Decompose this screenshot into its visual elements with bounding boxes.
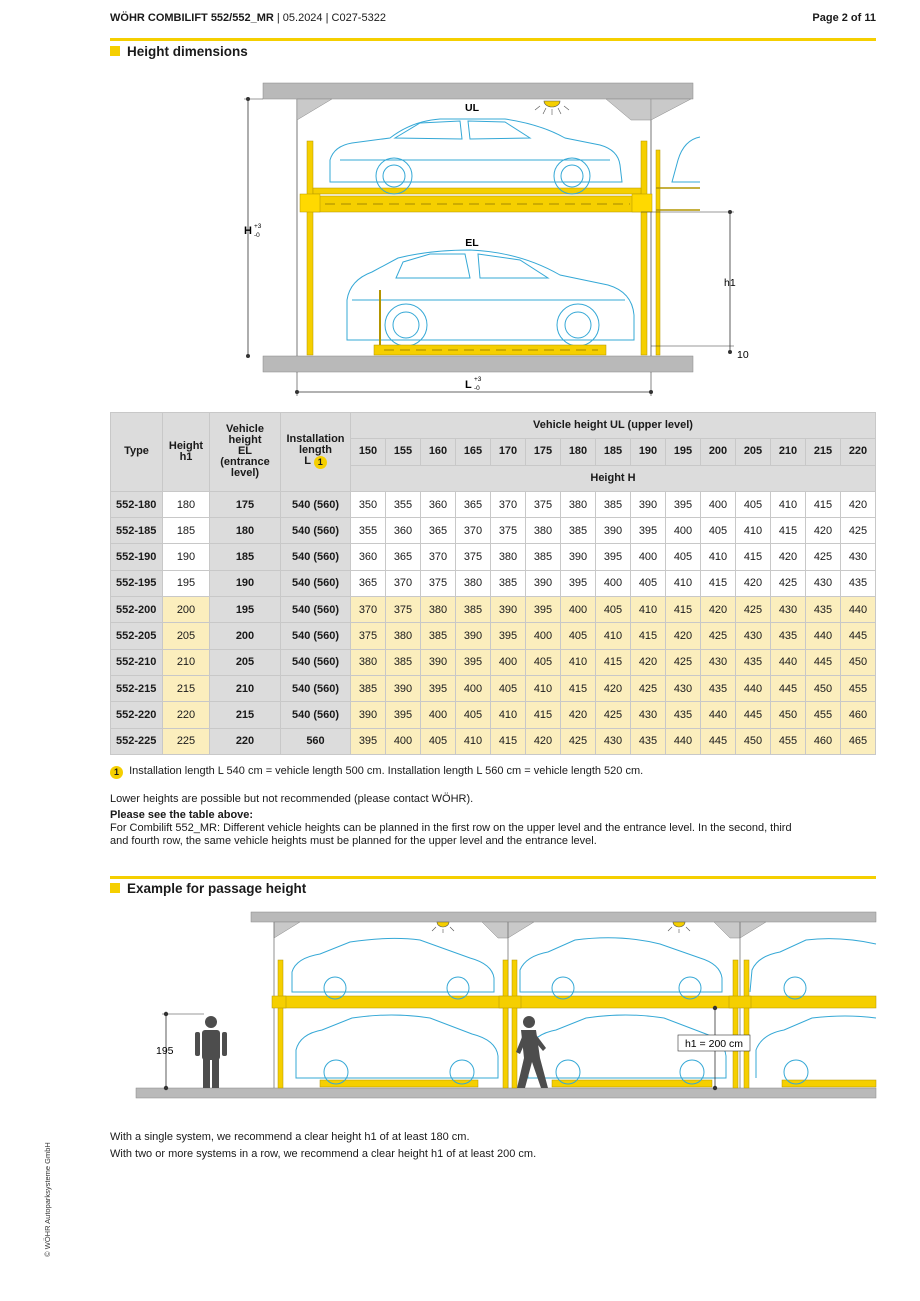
cell-height-H: 395 <box>561 570 596 596</box>
col-installation-length-header: Installation length L 1 <box>281 413 351 492</box>
cell-el: 210 <box>210 675 281 701</box>
cars-upper-row <box>292 938 876 999</box>
cell-h1: 190 <box>163 544 210 570</box>
cell-height-H: 420 <box>736 570 771 596</box>
cell-height-H: 400 <box>596 570 631 596</box>
cell-height-H: 440 <box>771 649 806 675</box>
cell-height-H: 385 <box>421 623 456 649</box>
cars-lower-row <box>296 1015 876 1084</box>
cell-height-H: 430 <box>666 675 701 701</box>
cell-height-H: 410 <box>631 597 666 623</box>
cell-height-H: 450 <box>736 728 771 754</box>
ul-height-header: 200 <box>701 439 736 465</box>
cell-height-H: 385 <box>351 675 386 701</box>
cell-installation-length: 540 (560) <box>281 491 351 517</box>
cell-height-H: 410 <box>456 728 491 754</box>
cell-height-H: 405 <box>596 597 631 623</box>
cell-h1: 200 <box>163 597 210 623</box>
cell-height-H: 370 <box>421 544 456 570</box>
cell-height-H: 410 <box>701 544 736 570</box>
footnote <box>110 765 830 779</box>
cell-type: 552-225 <box>111 728 163 754</box>
cell-height-H: 440 <box>736 675 771 701</box>
cell-height-H: 405 <box>701 518 736 544</box>
cell-height-H: 385 <box>386 649 421 675</box>
cell-height-H: 455 <box>806 702 841 728</box>
cell-installation-length: 540 (560) <box>281 570 351 596</box>
cell-type: 552-180 <box>111 491 163 517</box>
lower-heights-note: Lower heights are possible but not recommended (please contact WÖHR). <box>110 793 474 805</box>
col-vehicle-height-el-header: Vehicle height EL (entrance level) <box>210 413 281 492</box>
cell-el: 220 <box>210 728 281 754</box>
dimension-10-label: 10 <box>737 349 749 361</box>
cell-height-H: 385 <box>526 544 561 570</box>
person-height-label: 195 <box>156 1045 174 1057</box>
cell-height-H: 445 <box>841 623 876 649</box>
dimension-L-tolerance-plus: +3 <box>474 376 482 383</box>
table-row <box>111 702 876 728</box>
cell-height-H: 410 <box>526 675 561 701</box>
entrance-level-label: EL <box>465 237 479 249</box>
cell-height-H: 370 <box>386 570 421 596</box>
h1-callout-label: h1 = 200 cm <box>684 1038 744 1050</box>
header-date-code: | 05.2024 | C027-5322 <box>273 12 386 24</box>
cell-h1: 220 <box>163 702 210 728</box>
dimension-L-tolerance-minus: -0 <box>474 385 480 392</box>
cell-height-H: 365 <box>386 544 421 570</box>
cell-installation-length: 540 (560) <box>281 702 351 728</box>
cell-height-H: 435 <box>666 702 701 728</box>
cell-height-H: 410 <box>491 702 526 728</box>
ul-height-header: 210 <box>771 439 806 465</box>
cell-height-H: 395 <box>526 597 561 623</box>
cell-height-H: 405 <box>666 544 701 570</box>
ul-height-header: 165 <box>456 439 491 465</box>
dimension-H-tolerance-plus: +3 <box>254 223 262 230</box>
cell-height-H: 445 <box>701 728 736 754</box>
cell-el: 180 <box>210 518 281 544</box>
cell-height-H: 420 <box>596 675 631 701</box>
cell-height-H: 390 <box>631 491 666 517</box>
cell-height-H: 460 <box>806 728 841 754</box>
cell-height-H: 375 <box>386 597 421 623</box>
table-row <box>111 491 876 517</box>
cell-height-H: 430 <box>596 728 631 754</box>
cell-height-H: 425 <box>561 728 596 754</box>
cell-height-H: 420 <box>806 518 841 544</box>
cell-height-H: 415 <box>526 702 561 728</box>
cell-height-H: 445 <box>806 649 841 675</box>
cell-height-H: 435 <box>841 570 876 596</box>
ul-height-header: 195 <box>666 439 701 465</box>
cell-height-H: 370 <box>351 597 386 623</box>
cell-installation-length: 540 (560) <box>281 649 351 675</box>
footnote-marker-icon: 1 <box>110 766 123 779</box>
ul-height-header: 180 <box>561 439 596 465</box>
cell-height-H: 440 <box>701 702 736 728</box>
cell-installation-length: 540 (560) <box>281 518 351 544</box>
cell-height-H: 385 <box>596 491 631 517</box>
cell-height-H: 355 <box>386 491 421 517</box>
cell-height-H: 370 <box>491 491 526 517</box>
cell-height-H: 360 <box>351 544 386 570</box>
cell-el: 200 <box>210 623 281 649</box>
copyright-vertical: © WÖHR Autoparksysteme GmbH <box>42 1142 52 1257</box>
cell-height-H: 410 <box>736 518 771 544</box>
height-H-header: Height H <box>351 465 876 491</box>
cell-installation-length: 560 <box>281 728 351 754</box>
section-title-passage-height <box>110 881 306 896</box>
cell-height-H: 360 <box>386 518 421 544</box>
cell-height-H: 420 <box>631 649 666 675</box>
ceiling-lamp-icon <box>432 922 690 933</box>
cell-height-H: 390 <box>491 597 526 623</box>
cell-height-H: 460 <box>841 702 876 728</box>
cell-height-H: 410 <box>666 570 701 596</box>
cell-height-H: 395 <box>491 623 526 649</box>
ul-height-header: 150 <box>351 439 386 465</box>
cell-height-H: 415 <box>491 728 526 754</box>
ul-height-header: 190 <box>631 439 666 465</box>
cell-height-H: 430 <box>701 649 736 675</box>
cell-height-H: 425 <box>841 518 876 544</box>
cell-height-H: 365 <box>421 518 456 544</box>
cell-height-H: 385 <box>456 597 491 623</box>
cell-height-H: 400 <box>421 702 456 728</box>
passage-height-diagram <box>0 900 920 1110</box>
cell-height-H: 450 <box>806 675 841 701</box>
cell-h1: 210 <box>163 649 210 675</box>
ul-height-header: 155 <box>386 439 421 465</box>
cell-installation-length: 540 (560) <box>281 597 351 623</box>
cell-height-H: 450 <box>841 649 876 675</box>
cell-height-H: 375 <box>491 518 526 544</box>
cell-height-H: 435 <box>701 675 736 701</box>
cell-el: 215 <box>210 702 281 728</box>
cell-height-H: 390 <box>561 544 596 570</box>
cell-height-H: 400 <box>561 597 596 623</box>
ul-height-header: 220 <box>841 439 876 465</box>
cell-height-H: 390 <box>596 518 631 544</box>
cell-height-H: 420 <box>841 491 876 517</box>
section-marker-icon <box>110 883 120 893</box>
table-row <box>111 570 876 596</box>
cell-height-H: 410 <box>596 623 631 649</box>
cell-height-H: 400 <box>491 649 526 675</box>
cell-height-H: 405 <box>526 649 561 675</box>
cell-type: 552-185 <box>111 518 163 544</box>
table-row <box>111 675 876 701</box>
cell-height-H: 380 <box>421 597 456 623</box>
vehicle-height-ul-header: Vehicle height UL (upper level) <box>351 413 876 439</box>
cell-height-H: 405 <box>631 570 666 596</box>
ceiling-lamp-icon <box>535 101 569 115</box>
section-title-text: Height dimensions <box>127 44 248 59</box>
cell-height-H: 395 <box>386 702 421 728</box>
cell-height-H: 400 <box>386 728 421 754</box>
see-table-heading: Please see the table above: <box>110 809 254 821</box>
cell-height-H: 420 <box>701 597 736 623</box>
cell-height-H: 445 <box>771 675 806 701</box>
cell-height-H: 400 <box>526 623 561 649</box>
cell-height-H: 430 <box>771 597 806 623</box>
car-upper-level <box>330 119 622 194</box>
cell-height-H: 420 <box>666 623 701 649</box>
cell-height-H: 395 <box>596 544 631 570</box>
table-row <box>111 728 876 754</box>
cell-type: 552-220 <box>111 702 163 728</box>
footnote-text: Installation length L 540 cm = vehicle length 500 cm. Installation length L 560 cm = vehicle length 520 cm. <box>129 765 644 777</box>
cell-height-H: 415 <box>631 623 666 649</box>
cell-installation-length: 540 (560) <box>281 544 351 570</box>
table-row <box>111 623 876 649</box>
dimension-H-label: H <box>244 225 252 237</box>
cell-height-H: 430 <box>736 623 771 649</box>
cell-h1: 180 <box>163 491 210 517</box>
table-row <box>111 544 876 570</box>
cell-h1: 195 <box>163 570 210 596</box>
cell-height-H: 420 <box>771 544 806 570</box>
upper-platform <box>300 188 652 212</box>
cell-height-H: 365 <box>456 491 491 517</box>
header-page-number: Page 2 of 11 <box>812 12 876 24</box>
cell-height-H: 410 <box>771 491 806 517</box>
cell-height-H: 385 <box>561 518 596 544</box>
cell-height-H: 435 <box>736 649 771 675</box>
cell-height-H: 395 <box>421 675 456 701</box>
ul-height-header: 160 <box>421 439 456 465</box>
cell-height-H: 405 <box>736 491 771 517</box>
cell-height-H: 355 <box>351 518 386 544</box>
cell-height-H: 425 <box>736 597 771 623</box>
cell-height-H: 385 <box>491 570 526 596</box>
cell-height-H: 380 <box>456 570 491 596</box>
cell-height-H: 380 <box>351 649 386 675</box>
cell-height-H: 410 <box>561 649 596 675</box>
cell-height-H: 380 <box>561 491 596 517</box>
cell-height-H: 400 <box>666 518 701 544</box>
cell-height-H: 450 <box>771 702 806 728</box>
cell-height-H: 400 <box>631 544 666 570</box>
cell-type: 552-195 <box>111 570 163 596</box>
dimension-h1-label: h1 <box>724 277 736 289</box>
cell-el: 195 <box>210 597 281 623</box>
cell-height-H: 415 <box>596 649 631 675</box>
cell-installation-length: 540 (560) <box>281 675 351 701</box>
cell-el: 185 <box>210 544 281 570</box>
cell-type: 552-210 <box>111 649 163 675</box>
ul-height-header: 215 <box>806 439 841 465</box>
cell-height-H: 405 <box>421 728 456 754</box>
col-height-header: Height h1 <box>163 413 210 492</box>
cell-height-H: 370 <box>456 518 491 544</box>
cell-height-H: 390 <box>526 570 561 596</box>
cell-height-H: 440 <box>806 623 841 649</box>
cell-height-H: 405 <box>491 675 526 701</box>
cell-height-H: 455 <box>841 675 876 701</box>
cell-height-H: 435 <box>771 623 806 649</box>
section-title-text: Example for passage height <box>127 881 307 896</box>
person-walking-icon <box>516 1016 548 1088</box>
cell-height-H: 425 <box>596 702 631 728</box>
section-divider <box>110 876 876 879</box>
cell-type: 552-215 <box>111 675 163 701</box>
cell-height-H: 425 <box>666 649 701 675</box>
cell-height-H: 435 <box>631 728 666 754</box>
cell-installation-length: 540 (560) <box>281 623 351 649</box>
cell-height-H: 380 <box>526 518 561 544</box>
cell-height-H: 395 <box>631 518 666 544</box>
table-row <box>111 649 876 675</box>
cell-height-H: 360 <box>421 491 456 517</box>
cell-height-H: 390 <box>456 623 491 649</box>
cell-height-H: 400 <box>456 675 491 701</box>
cell-height-H: 390 <box>386 675 421 701</box>
neighbour-car-upper <box>672 137 700 182</box>
cell-height-H: 375 <box>421 570 456 596</box>
cell-height-H: 415 <box>666 597 701 623</box>
cell-height-H: 375 <box>526 491 561 517</box>
cell-height-H: 465 <box>841 728 876 754</box>
cell-el: 190 <box>210 570 281 596</box>
cell-h1: 185 <box>163 518 210 544</box>
cell-height-H: 430 <box>841 544 876 570</box>
recommendation-single: With a single system, we recommend a clear height h1 of at least 180 cm. <box>110 1131 470 1143</box>
cell-height-H: 395 <box>666 491 701 517</box>
cell-height-H: 380 <box>491 544 526 570</box>
cell-height-H: 390 <box>421 649 456 675</box>
cell-height-H: 440 <box>841 597 876 623</box>
ul-height-header: 175 <box>526 439 561 465</box>
cell-type: 552-190 <box>111 544 163 570</box>
cell-height-H: 415 <box>771 518 806 544</box>
cell-height-H: 430 <box>806 570 841 596</box>
cell-height-H: 425 <box>806 544 841 570</box>
cell-el: 205 <box>210 649 281 675</box>
cell-height-H: 425 <box>771 570 806 596</box>
cell-height-H: 455 <box>771 728 806 754</box>
cell-height-H: 375 <box>456 544 491 570</box>
header-product: WÖHR COMBILIFT 552/552_MR <box>110 12 274 24</box>
person-standing-icon <box>195 1016 227 1088</box>
cell-height-H: 445 <box>736 702 771 728</box>
car-entrance-level <box>347 250 634 346</box>
cell-height-H: 420 <box>526 728 561 754</box>
cell-type: 552-205 <box>111 623 163 649</box>
ul-height-header: 205 <box>736 439 771 465</box>
cell-height-H: 380 <box>386 623 421 649</box>
cell-h1: 225 <box>163 728 210 754</box>
dimension-H-tolerance-minus: -0 <box>254 232 260 239</box>
cell-h1: 215 <box>163 675 210 701</box>
combilift-note: For Combilift 552_MR: Different vehicle heights can be planned in the first row on the upper level and the entrance level. In the second, third and fourth row, the same vehicle heights must be planned for the upper level and the entrance level. <box>110 822 792 847</box>
height-dimensions-diagram <box>0 0 920 410</box>
cell-height-H: 425 <box>631 675 666 701</box>
cell-height-H: 350 <box>351 491 386 517</box>
col-type-header: Type <box>111 413 163 492</box>
cell-height-H: 435 <box>806 597 841 623</box>
cell-height-H: 365 <box>351 570 386 596</box>
cell-height-H: 440 <box>666 728 701 754</box>
height-table <box>110 412 876 755</box>
table-row <box>111 597 876 623</box>
cell-height-H: 395 <box>351 728 386 754</box>
cell-h1: 205 <box>163 623 210 649</box>
cell-el: 175 <box>210 491 281 517</box>
footnote-marker-icon: 1 <box>314 456 327 469</box>
cell-height-H: 415 <box>736 544 771 570</box>
table-row <box>111 518 876 544</box>
cell-height-H: 395 <box>456 649 491 675</box>
cell-height-H: 400 <box>701 491 736 517</box>
cell-height-H: 415 <box>806 491 841 517</box>
cell-height-H: 415 <box>701 570 736 596</box>
ul-height-header: 170 <box>491 439 526 465</box>
recommendation-multiple: With two or more systems in a row, we recommend a clear height h1 of at least 200 cm. <box>110 1148 537 1160</box>
cell-height-H: 430 <box>631 702 666 728</box>
cell-height-H: 415 <box>561 675 596 701</box>
cell-height-H: 405 <box>456 702 491 728</box>
cell-height-H: 420 <box>561 702 596 728</box>
cell-height-H: 375 <box>351 623 386 649</box>
cell-type: 552-200 <box>111 597 163 623</box>
ul-height-header: 185 <box>596 439 631 465</box>
cell-height-H: 425 <box>701 623 736 649</box>
cell-height-H: 390 <box>351 702 386 728</box>
dimension-L-label: L <box>465 379 472 391</box>
cell-height-H: 405 <box>561 623 596 649</box>
upper-level-label: UL <box>465 102 479 114</box>
